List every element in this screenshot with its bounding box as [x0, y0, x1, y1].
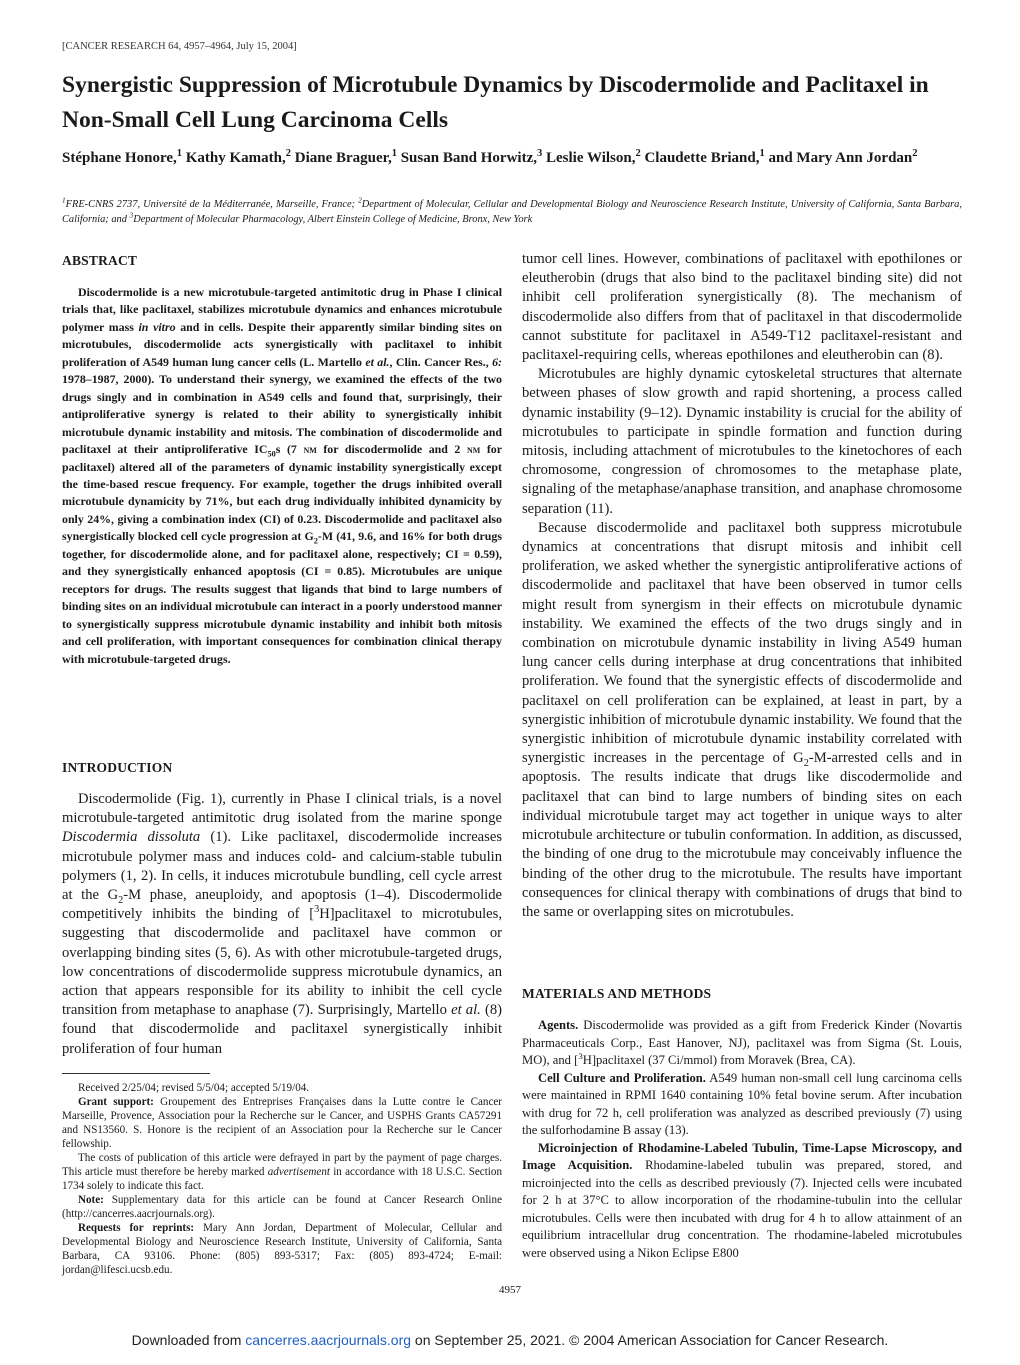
- emphasis-text: nm: [303, 442, 317, 457]
- journal-citation: [CANCER RESEARCH 64, 4957–4964, July 15, 2004]: [62, 41, 297, 52]
- emphasis-text: Note:: [78, 1194, 104, 1206]
- script-text: 1: [759, 148, 765, 159]
- methods-microinjection: Microinjection of Rhodamine-Labeled Tubulin, Time-Lapse Microscopy, and Image Acquisition. Rhodamine-labeled tubulin was prepared, stored, and microinjected into the cells as described previously (7). Injected cells were incubated for 2 h at 37°C to allow incorporation of the rhodamine-tubulin into the cellular microtubules. Cells were then incubated with drug for 4 h to allow attainment of an equilibrium intracellular drug concentration. The rhodamine-labeled microtubules were observed using a Nikon Eclipse E800: [522, 1140, 962, 1260]
- introduction-text: Discodermolide (Fig. 1), currently in Phase I clinical trials, is a novel microtubule-targeted antimitotic drug isolated from the marine sponge Discodermia dissoluta (1). Like paclitaxel, discodermolide increases microtubule polymer mass and induces cold- and calcium-stable tubulin polymers (1, 2). In cells, it induces microtubule bundling, cell cycle arrest at the $G_2-M$ phase, aneuploidy, and apoptosis (1–4). Discodermolide competitively inhibits the binding of [$^3$H]paclitaxel to microtubules, suggesting that discodermolide and paclitaxel have common or overlapping binding sites (5, 6). As with other microtubule-targeted drugs, low concentrations of discodermolide suppress microtubule dynamics, an action that appears responsible for its ability to inhibit the cell cycle transition from metaphase to anaphase (7). Surprisingly, Martello et al. (8) found that discodermolide and paclitaxel synergistically inhibit proliferation of four human: [62, 791, 503, 1057]
- script-text: 3: [129, 211, 134, 220]
- paragraph: Because discodermolide and paclitaxel both suppress microtubule dynamics at concentrations that disrupt mitosis and inhibit cell proliferation, we asked whether the synergistic antiproliferative actions of discodermolide and paclitaxel that have been observed in tumor cells might result from synergism in their effects on microtubule dynamic instability. We examined the effects of the two drugs singly and in combination on microtubule dynamic instability in living A549 human lung cancer cells during interphase at drug concentrations that inhibited proliferation. We found that the synergistic effects of discodermolide and paclitaxel on cell proliferation can be explained, at least in part, by a synergistic inhibition of microtubule dynamic instability. We found that the synergistic inhibition of microtubule dynamic instability correlated with synergistic increases in the percentage of $G_2-M$-arrested cells and in apoptosis. The results indicate that drugs like discodermolide and paclitaxel that can bind to large numbers of binding sites on each individual microtubule target may act together in unique ways to alter microtubule architecture or tubulin conformation. In addition, as discussed, the binding of one drug to the microtubule may conceivably influence the binding of the other drug to the microtubule. The results have important consequences for clinical therapy with combinations of drugs that bind to the same or overlapping sites on microtubules.: [522, 519, 962, 920]
- paragraph: tumor cell lines. However, combinations of paclitaxel with epothilones or eleutherobin (drugs that also bind to the paclitaxel binding site) did not inhibit cell proliferation synergistically (8). The mechanism of discodermolide also differs from that of paclitaxel in that discodermolide cannot substitute for paclitaxel in A549-T12 paclitaxel-resistant and paclitaxel-requiring cells, whereas epothilones and eleutherobin can (8).: [522, 251, 962, 364]
- emphasis-text: 6:: [492, 354, 502, 369]
- page-number: 4957: [499, 1284, 521, 1296]
- emphasis-text: Discodermia dissoluta: [62, 829, 201, 846]
- emphasis-text: advertisement: [267, 1166, 330, 1178]
- footer-prefix: Downloaded from: [131, 1332, 246, 1348]
- abstract-text: Discodermolide is a new microtubule-targeted antimitotic drug in Phase I clinical trials that, like paclitaxel, stabilizes microtubule dynamics and enhances microtubule polymer mass in vitro and in cells. Despite their apparently similar binding sites on microtubules, discodermolide acts synergistically with paclitaxel to inhibit proliferation of A549 human lung cancer cells (L. Martello et al., Clin. Cancer Res., 6: 1978–1987, 2000). To understand their synergy, we examined the effects of the two drugs singly and in combination in A549 cells and found that, surprisingly, their antiproliferative synergy is related to their ability to synergistically inhibit microtubule dynamic instability and mitosis. The combination of discodermolide and paclitaxel at their antiproliferative $IC_{50}s$ (7 nm for discodermolide and 2 nm for paclitaxel) altered all of the parameters of dynamic instability synergistically except the time-based rescue frequency. For example, together the drugs inhibited overall microtubule dynamicity by 71%, but each drug individually inhibited dynamicity by only 24%, giving a combination index (CI) of 0.23. Discodermolide and paclitaxel also synergistically blocked cell cycle progression at $G_2-M$ (41, 9.6, and 16% for both drugs together, for discodermolide alone, and for paclitaxel alone, respectively; CI = 0.59), and they synergistically enhanced apoptosis (CI = 0.85). Microtubules are unique receptors for drugs. The results suggest that ligands that bind to large numbers of binding sites on an individual microtubule can interact in a poorly understood manner to synergistically suppress microtubule dynamic instability and inhibit both mitosis and cell proliferation, with important consequences for combination clinical therapy with microtubule-targeted drugs.: [62, 285, 503, 666]
- script-text: 2: [313, 536, 318, 546]
- footnotes: [62, 1081, 502, 1277]
- script-text: 2: [635, 148, 641, 159]
- introduction-heading: INTRODUCTION: [62, 760, 173, 775]
- script-text: 1: [391, 148, 397, 159]
- script-text: 2: [118, 894, 124, 906]
- script-text: 2: [803, 758, 809, 770]
- methods-agents: Agents. Discodermolide was provided as a gift from Frederick Kinder (Novartis Pharmaceuticals Corp., East Hanover, NJ), paclitaxel was from Sigma (St. Louis, MO), and [$^3$H]paclitaxel (37 Ci/mmol) from Moravek (Brea, CA).: [522, 1018, 962, 1067]
- footnote-note: Note: Supplementary data for this article can be found at Cancer Research Online (http://cancerres.aacrjournals.org).: [62, 1194, 502, 1220]
- emphasis-text: in vitro: [138, 319, 176, 334]
- script-text: 3: [578, 1050, 583, 1061]
- emphasis-text: Cell Culture and Proliferation.: [538, 1070, 706, 1085]
- methods-heading: MATERIALS AND METHODS: [522, 986, 712, 1001]
- emphasis-text: Requests for reprints:: [78, 1222, 195, 1234]
- affiliations: $^1$FRE-CNRS 2737, Université de la Méditerranée, Marseille, France; $^2$Department of Molecular, Cellular and Developmental Biology and Neuroscience Research Institute, University of California, Santa Barbara, California; and $^3$Department of Molecular Pharmacology, Albert Einstein College of Medicine, Bronx, New York: [62, 196, 962, 225]
- footnote-divider: [62, 1073, 210, 1074]
- footnote-received: Received 2/25/04; revised 5/5/04; accepted 5/19/04.: [78, 1082, 310, 1094]
- footnote-grant-support: Grant support: Groupement des Entreprises Françaises dans la Lutte contre le Cancer Marseille, Provence, Association pour la Recherche sur le Cancer, and USPHS Grants CA57291 and NS13560. S. Honore is the recipient of an Association pour la Recherche sur le Cancer fellowship.: [62, 1096, 503, 1150]
- journal-site-link[interactable]: cancerres.aacrjournals.org: [245, 1332, 412, 1348]
- methods-text: [522, 1017, 962, 1262]
- emphasis-text: Agents.: [538, 1018, 579, 1032]
- paragraph: Microtubules are highly dynamic cytoskeletal structures that alternate between phases of slow growth and rapid shortening, a process called dynamic instability (9–12). Dynamic instability is crucial for the ability of microtubules to participate in spindle formation and function during mitosis, including attachment of microtubules to the kinetochores of each chromosome, congression of chromosomes to the metaphase plate, signaling of the metaphase/anaphase transition, and anaphase chromosome separation (11).: [522, 366, 962, 517]
- introduction-continued: [522, 250, 962, 922]
- script-text: 3: [314, 904, 320, 916]
- emphasis-text: nm: [466, 442, 481, 457]
- script-text: 3: [537, 148, 543, 159]
- abstract-heading: ABSTRACT: [62, 253, 138, 268]
- script-text: 1: [176, 148, 182, 159]
- article-title: Synergistic Suppression of Microtubule Dynamics by Discodermolide and Paclitaxel in Non-Small Cell Lung Carcinoma Cells: [62, 72, 929, 133]
- footnote-publication-costs: The costs of publication of this article were defrayed in part by the payment of page charges. This article must therefore be hereby marked advertisement in accordance with 18 U.S.C. Section 1734 solely to indicate this fact.: [62, 1152, 502, 1192]
- script-text: 2: [358, 196, 362, 205]
- emphasis-text: et al.: [365, 354, 390, 369]
- script-text: 50: [267, 449, 276, 459]
- emphasis-text: Microinjection of Rhodamine-Labeled Tubulin, Time-Lapse Microscopy, and Image Acquisition.: [522, 1140, 962, 1172]
- footer-suffix: on September 25, 2021. © 2004 American Association for Cancer Research.: [411, 1332, 889, 1348]
- footnote-reprints: Requests for reprints: Mary Ann Jordan, Department of Molecular, Cellular and Developmental Biology and Neuroscience Research Institute, University of California, Santa Barbara, CA 93106. Phone: (805) 893-5317; Fax: (805) 893-4724; E-mail: jordan@lifesci.ucsb.edu.: [62, 1222, 502, 1276]
- emphasis-text: Grant support:: [78, 1096, 154, 1108]
- script-text: 2: [285, 148, 291, 159]
- script-text: 2: [912, 148, 918, 159]
- download-footer: [0, 1332, 1020, 1349]
- author-list: Stéphane Honore,$^1$ Kathy Kamath,$^2$ Diane Braguer,$^1$ Susan Band Horwitz,$^3$ Leslie Wilson,$^2$ Claudette Briand,$^1$ and Mary Ann Jordan$^2$: [62, 148, 918, 166]
- script-text: 1: [62, 196, 66, 205]
- emphasis-text: et al.: [451, 1002, 481, 1019]
- methods-cell-culture: Cell Culture and Proliferation. A549 human non-small cell lung carcinoma cells were maintained in RPMI 1640 containing 10% fetal bovine serum. After incubation with drug for 72 h, cell proliferation was analyzed as described previously (7) using the sulforhodamine B assay (13).: [522, 1070, 962, 1137]
